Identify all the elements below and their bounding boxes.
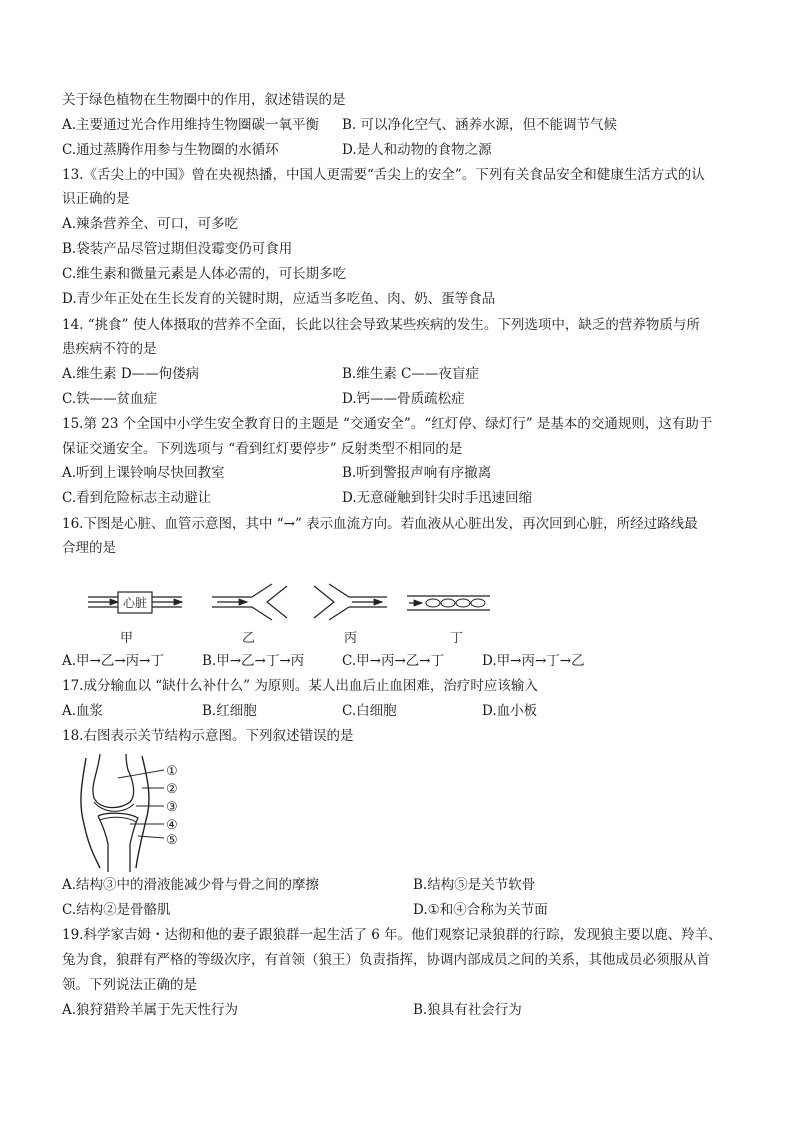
q12-option-c: C.通过蒸腾作用参与生物圈的水循环 [62,142,279,158]
q16-option-a: A.甲→乙→丙→丁 [62,653,164,669]
label-ding: 丁 [450,631,464,646]
q19-stem-line1: 19.科学家吉姆・达彻和他的妻子跟狼群一起生活了 6 年。他们观察记录狼群的行踪，发现狼主要以鹿、羚羊、 [62,927,722,943]
q16-stem-line2: 合理的是 [62,540,116,556]
q17-option-c: C.白细胞 [342,703,397,719]
q13-stem-line1: 13.《舌尖上的中国》曾在央视热播，中国人更需要“舌尖上的安全”。下列有关食品安全和健康生活方式的认 [62,167,705,183]
q12-option-b: B. 可以净化空气、涵养水源，但不能调节气候 [342,117,618,133]
q19-option-a: A.狼狩猎羚羊属于先天性行为 [62,1002,239,1018]
q18-option-d: D.①和④合称为关节面 [413,902,548,918]
q15-option-d: D.无意碰触到针尖时手迅速回缩 [342,490,533,506]
q17-stem: 17.成分输血以 “缺什么补什么” 为原则。某人出血后止血困难，治疗时应该输入 [62,678,538,694]
q14-option-c: C.铁——贫血症 [62,391,158,407]
q14-option-d: D.钙——骨质疏松症 [342,391,465,407]
q15-option-c: C.看到危险标志主动避让 [62,490,212,506]
q14-option-b: B.维生素 C——夜盲症 [342,366,479,382]
q16-option-c: C.甲→丙→乙→丁 [342,653,445,669]
vessel-bing [314,584,387,620]
label-bing: 丙 [344,631,358,646]
marker-3: ③ [166,800,178,815]
q13-option-a: A.辣条营养全、可口，可多吃 [62,216,239,232]
label-jia: 甲 [120,631,134,646]
q13-option-d: D.青少年正处在生长发育的关键时期，应适当多吃鱼、肉、奶、蛋等食品 [62,291,496,307]
marker-2: ② [166,782,178,797]
q14-stem-line1: 14. “挑食” 使人体摄取的营养不全面，长此以往会导致某些疾病的发生。下列选项中，缺乏的营养物质与所 [62,317,700,333]
q18-option-a: A.结构③中的滑液能减少骨与骨之间的摩擦 [62,877,320,893]
q16-option-b: B.甲→乙→丁→丙 [202,653,305,669]
q19-stem-line3: 领。下列说法正确的是 [62,977,197,993]
vessel-ding [407,596,490,610]
q17-option-d: D.血小板 [482,703,538,719]
q14-option-a: A.维生素 D——佝偻病 [62,366,200,382]
heart-figure [88,592,182,613]
marker-4: ④ [166,818,178,833]
marker-1: ① [166,764,178,779]
q12-stem: 关于绿色植物在生物圈中的作用，叙述错误的是 [62,92,346,108]
q13-option-c: C.维生素和微量元素是人体必需的，可长期多吃 [62,266,347,282]
q12-option-d: D.是人和动物的食物之源 [342,142,492,158]
q15-option-a: A.听到上课铃响尽快回教室 [62,465,225,481]
heart-label: 心脏 [122,596,148,610]
q18-option-b: B.结构⑤是关节软骨 [413,877,536,893]
q15-stem-line2: 保证交通安全。下列选项与 “看到红灯要停步” 反射类型不相同的是 [62,441,463,457]
q13-option-b: B.袋装产品尽管过期但没霉变仍可食用 [62,241,293,257]
q19-option-b: B.狼具有社会行为 [413,1002,522,1018]
vessel-yi [212,584,287,620]
q16-stem-line1: 16.下图是心脏、血管示意图，其中 “→” 表示血流方向。若血液从心脏出发，再次回到心脏，所经过路线最 [62,516,698,532]
q19-stem-line2: 兔为食，狼群有严格的等级次序，有首领（狼王）负责指挥，协调内部成员之间的关系，其他成员必须服从首 [62,952,710,968]
q18-option-c: C.结构②是骨骼肌 [62,902,171,918]
q17-option-b: B.红细胞 [202,703,257,719]
q13-stem-line2: 识正确的是 [62,191,130,207]
vessel-diagram [82,580,502,648]
q16-option-d: D.甲→丙→丁→乙 [482,653,585,669]
q17-option-a: A.血浆 [62,703,104,719]
q15-stem-line1: 15.第 23 个全国中小学生安全教育日的主题是 “交通安全”。“红灯停、绿灯行” 是基本的交通规则，这有助于 [62,416,713,432]
label-yi: 乙 [242,631,256,646]
q12-option-a: A.主要通过光合作用维持生物圈碳一氧平衡 [62,117,320,133]
q15-option-b: B.听到警报声响有序撤离 [342,465,492,481]
q14-stem-line2: 患疾病不符的是 [62,341,157,357]
joint-diagram [72,752,192,872]
marker-5: ⑤ [166,833,178,848]
q18-stem: 18.右图表示关节结构示意图。下列叙述错误的是 [62,728,354,744]
